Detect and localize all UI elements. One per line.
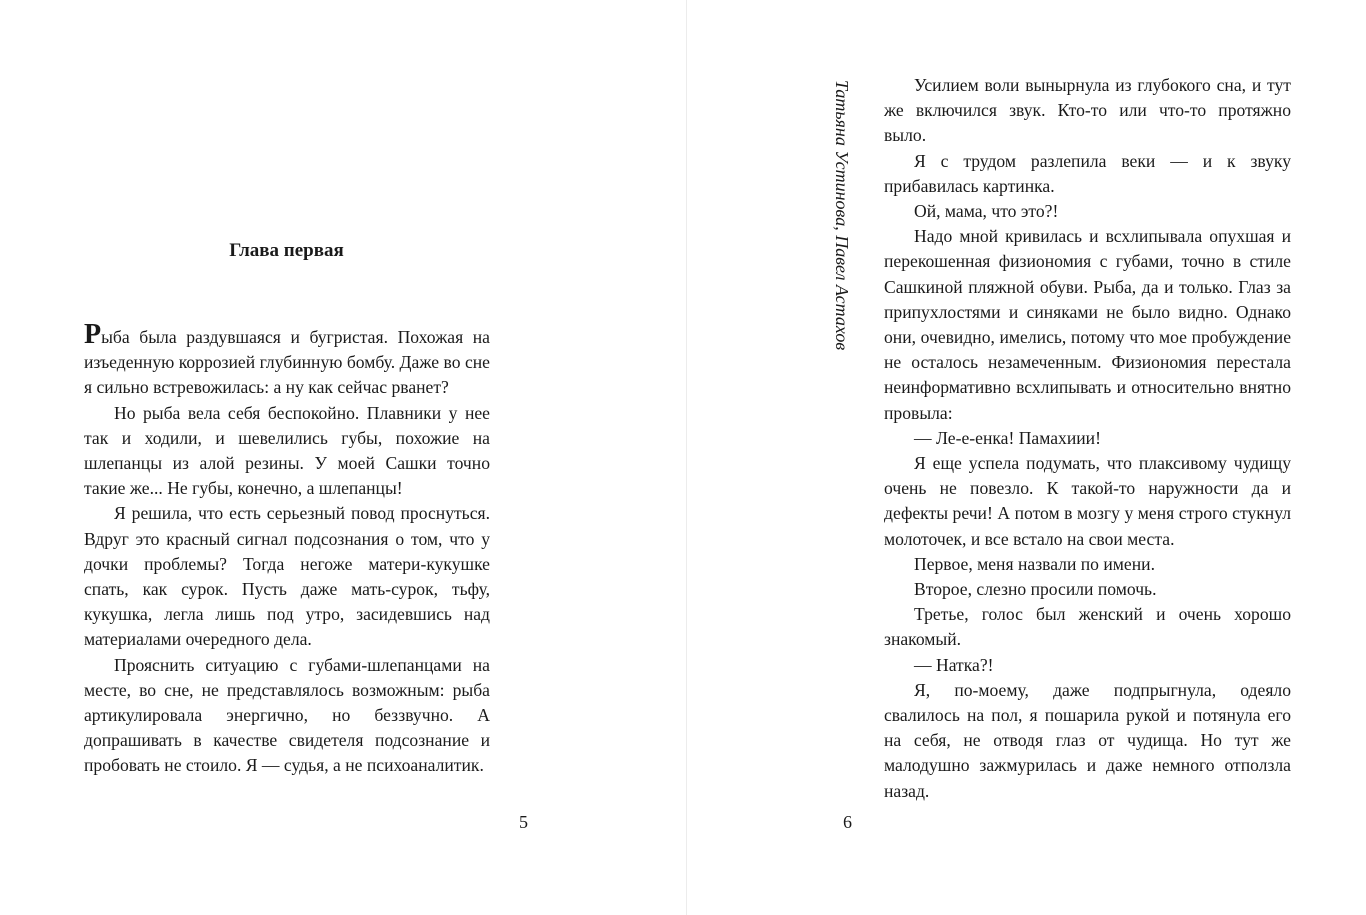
first-paragraph-text: ыба была раздувшаяся и бугристая. Похожая на изъеденную коррозией глубинную бомбу. Даже во сне я сильно встревожилась: а ну как сейчас рванет? (84, 327, 490, 398)
paragraph: Первое, меня назвали по имени. (914, 553, 1155, 574)
paragraph: Я решила, что есть серьезный повод проснуться. Вдруг это красный сигнал подсознания о том, что у дочки проблемы? Тогда негоже матери-кукушке спать, как сурок. Пусть даже мать-сурок, тьфу, кукушка, легла лишь под утро, засидевшись над материалами очередного дела. (84, 503, 490, 650)
paragraph: Я, по-моему, даже подпрыгнула, одеяло свалилось на пол, я пошарила рукой и потянула его на себя, не отводя глаз от чудища. Но тут же малодушно зажмурилась и даже немного отползла назад. (884, 679, 1291, 801)
paragraph: Ой, мама, что это?! (914, 201, 1059, 222)
paragraph: Усилием воли вынырнула из глубокого сна, и тут же включился звук. Кто-то или что-то протяжно выло. (884, 75, 1291, 146)
left-page-text (84, 319, 490, 779)
page-number-left: 5 (519, 812, 528, 832)
paragraph: Надо мной кривилась и всхлипывала опухшая и перекошенная физиономия с губами, точно в стиле Сашкиной пляжной обуви. Рыба, да и только. Глаз за припухлостями и синяками не было видно. Однако они, очевидно, имелись, потому что мое пробуждение не осталось незамеченным. Физиономия перестала неинформативно всхлипывать и относительно внятно провыла: (884, 226, 1291, 423)
page-number-right: 6 (843, 812, 852, 832)
dialogue-line: — Натка?! (914, 654, 994, 675)
first-paragraph (84, 319, 490, 401)
paragraph: Я с трудом разлепила веки — и к звуку прибавилась картинка. (884, 150, 1291, 196)
running-head-authors: Татьяна Устинова, Павел Астахов (832, 80, 852, 351)
paragraph: Но рыба вела себя беспокойно. Плавники у нее так и ходили, и шевелились губы, похожие на шлепанцы из алой резины. У моей Сашки точно такие же... Не губы, конечно, а шлепанцы! (84, 402, 490, 499)
right-page (687, 0, 1366, 915)
paragraph: Второе, слезно просили помочь. (914, 579, 1157, 600)
dialogue-line: — Ле-е-енка! Памахиии! (914, 427, 1101, 448)
right-page-text (884, 73, 1291, 804)
paragraph: Я еще успела подумать, что плаксивому чудищу очень не повезло. К такой-то наружности да и дефекты речи! А потом в мозгу у меня строго стукнул молоточек, и все встало на свои места. (884, 453, 1291, 549)
chapter-title: Глава первая (229, 240, 344, 261)
drop-cap: Р (84, 319, 102, 350)
paragraph: Третье, голос был женский и очень хорошо знакомый. (884, 604, 1291, 650)
paragraph: Прояснить ситуацию с губами-шлепанцами на месте, во сне, не представлялось возможным: рыба артикулировала энергично, но беззвучно. А допрашивать в качестве свидетеля подсознание и пробовать не стоило. Я — судья, а не психоаналитик. (84, 654, 490, 776)
